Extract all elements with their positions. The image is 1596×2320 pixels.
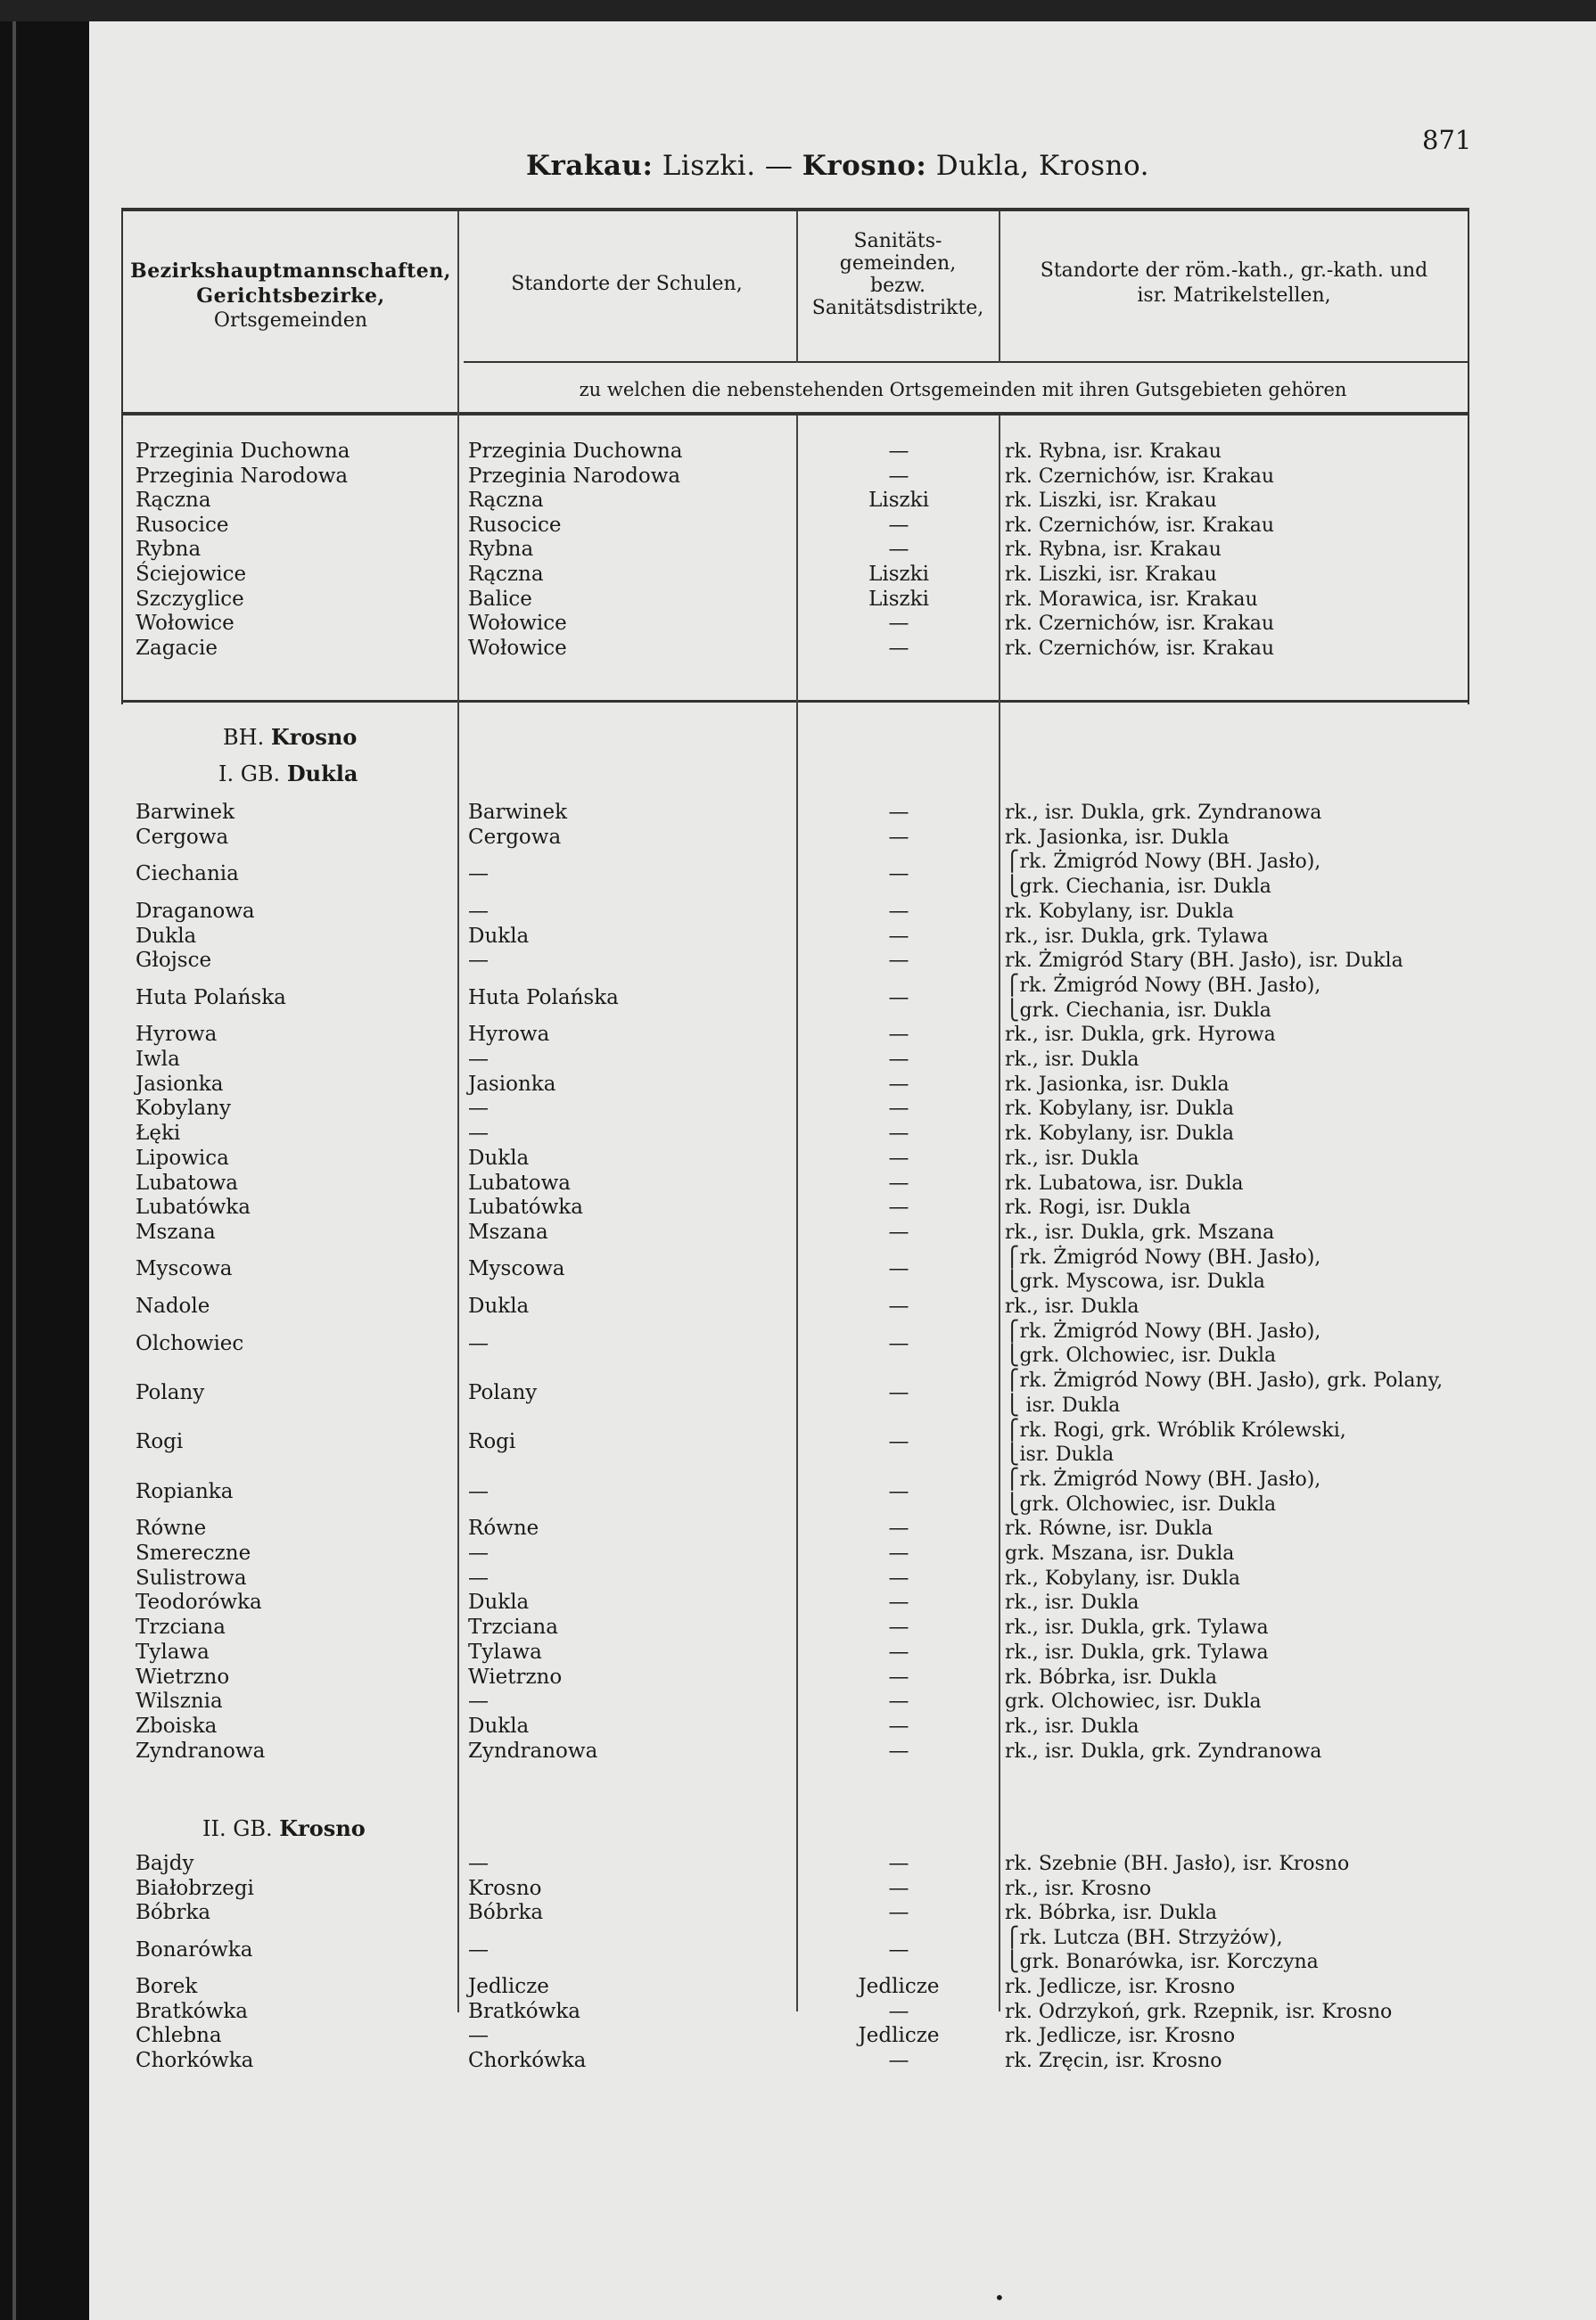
- sanitaetsgemeinde-cell: —: [888, 513, 909, 537]
- sanitaetsgemeinde-cell: —: [888, 1122, 909, 1146]
- ortsgemeinde-cell: Dukla: [136, 924, 197, 948]
- section-gb-krosno-prefix: II. GB.: [202, 1816, 273, 1841]
- schulstandort-cell: —: [468, 949, 489, 973]
- schulstandort-cell: —: [468, 899, 489, 923]
- ortsgemeinde-cell: Borek: [136, 1975, 198, 1998]
- sanitaetsgemeinde-cell: —: [888, 1999, 909, 2023]
- sanitaetsgemeinde-cell: —: [888, 985, 909, 1009]
- matrikelstelle-cell: rk., isr. Dukla: [1005, 1296, 1139, 1318]
- schulstandort-cell: —: [468, 1122, 489, 1146]
- matrikelstelle-cell: rk. Kobylany, isr. Dukla: [1005, 1123, 1234, 1146]
- ortsgemeinde-cell: Teodorówka: [136, 1591, 262, 1615]
- sanitaetsgemeinde-cell: —: [888, 1048, 909, 1071]
- schulstandort-cell: Zyndranowa: [468, 1739, 598, 1763]
- header-mid-rule: [464, 361, 1469, 363]
- header-col1-line1: Bezirkshauptmannschaften,: [130, 259, 451, 283]
- matrikelstelle-cell: rk. Jedlicze, isr. Krosno: [1005, 1976, 1236, 1998]
- schulstandort-cell: Balice: [468, 587, 532, 611]
- sanitaetsgemeinde-cell: —: [888, 1901, 909, 1925]
- matrikelstelle-cell: ⎩grk. Olchowiec, isr. Dukla: [1005, 1493, 1277, 1516]
- sanitaetsgemeinde-cell: —: [888, 1220, 909, 1244]
- matrikelstelle-cell: rk. Rybna, isr. Krakau: [1005, 539, 1222, 562]
- schulstandort-cell: Wołowice: [468, 612, 567, 636]
- ortsgemeinde-cell: Równe: [136, 1517, 207, 1541]
- matrikelstelle-cell: rk. Bóbrka, isr. Dukla: [1005, 1666, 1217, 1689]
- matrikelstelle-cell: rk. Równe, isr. Dukla: [1005, 1518, 1213, 1541]
- matrikelstelle-cell: rk. Kobylany, isr. Dukla: [1005, 1098, 1234, 1121]
- schulstandort-cell: —: [468, 1097, 489, 1121]
- matrikelstelle-cell: rk., isr. Dukla, grk. Mszana: [1005, 1221, 1275, 1244]
- matrikelstelle-cell: rk. Żmigród Stary (BH. Jasło), isr. Dukla: [1005, 950, 1403, 973]
- ortsgemeinde-cell: Olchowiec: [136, 1331, 244, 1355]
- ortsgemeinde-cell: Wołowice: [136, 612, 234, 636]
- sanitaetsgemeinde-cell: —: [888, 949, 909, 973]
- sanitaetsgemeinde-cell: —: [888, 1097, 909, 1121]
- header-col3-line1: Sanitäts-: [853, 230, 942, 252]
- scan-binding-line: [12, 0, 16, 2320]
- matrikelstelle-cell: rk., isr. Dukla, grk. Zyndranowa: [1005, 1740, 1322, 1763]
- schulstandort-cell: —: [468, 1690, 489, 1714]
- schulstandort-cell: Trzciana: [468, 1616, 558, 1640]
- ortsgemeinde-cell: Hyrowa: [136, 1023, 218, 1047]
- schulstandort-cell: Rączna: [468, 563, 544, 586]
- ortsgemeinde-cell: Lubatówka: [136, 1196, 251, 1220]
- sanitaetsgemeinde-cell: —: [888, 1331, 909, 1355]
- matrikelstelle-cell: rk. Rogi, isr. Dukla: [1005, 1197, 1191, 1220]
- matrikelstelle-cell: rk. Rybna, isr. Krakau: [1005, 440, 1222, 463]
- ortsgemeinde-cell: Głojsce: [136, 949, 212, 973]
- ortsgemeinde-cell: Przeginia Duchowna: [136, 440, 350, 463]
- scan-top-edge: [0, 0, 1596, 21]
- matrikelstelle-cell: rk., isr. Dukla, grk. Zyndranowa: [1005, 802, 1322, 824]
- matrikelstelle-cell: rk. Morawica, isr. Krakau: [1005, 588, 1258, 611]
- sanitaetsgemeinde-cell: —: [888, 1690, 909, 1714]
- header-col3-line2: gemeinden,: [839, 252, 957, 275]
- schulstandort-cell: Myscowa: [468, 1257, 565, 1281]
- matrikelstelle-cell: ⎧rk. Żmigród Nowy (BH. Jasło),: [1005, 1246, 1321, 1269]
- ortsgemeinde-cell: Bonarówka: [136, 1937, 253, 1962]
- sanitaetsgemeinde-cell: —: [888, 825, 909, 849]
- sanitaetsgemeinde-cell: Liszki: [868, 563, 929, 586]
- matrikelstelle-cell: rk. Jasionka, isr. Dukla: [1005, 1073, 1230, 1096]
- header-col3-line3: bezw.: [870, 275, 926, 297]
- ortsgemeinde-cell: Wilsznia: [136, 1690, 223, 1714]
- ortsgemeinde-cell: Draganowa: [136, 899, 255, 923]
- matrikelstelle-cell: rk. Liszki, isr. Krakau: [1005, 490, 1217, 513]
- header-bottom-rule: [121, 412, 1469, 415]
- sanitaetsgemeinde-cell: —: [888, 924, 909, 948]
- matrikelstelle-cell: rk. Bóbrka, isr. Dukla: [1005, 1902, 1217, 1925]
- schulstandort-cell: Wietrzno: [468, 1665, 563, 1689]
- matrikelstelle-cell: rk. Czernichów, isr. Krakau: [1005, 465, 1275, 488]
- schulstandort-cell: Rogi: [468, 1430, 516, 1454]
- running-head-krosno: Krosno:: [802, 150, 927, 182]
- schulstandort-cell: Dukla: [468, 1295, 530, 1318]
- ortsgemeinde-cell: Rusocice: [136, 513, 229, 537]
- matrikelstelle-cell: rk. Kobylany, isr. Dukla: [1005, 900, 1234, 923]
- sanitaetsgemeinde-cell: —: [888, 464, 909, 488]
- matrikelstelle-cell: ⎩grk. Myscowa, isr. Dukla: [1005, 1271, 1265, 1294]
- matrikelstelle-cell: ⎧rk. Rogi, grk. Wróblik Królewski,: [1005, 1419, 1346, 1442]
- sanitaetsgemeinde-cell: —: [888, 1640, 909, 1664]
- sanitaetsgemeinde-cell: —: [888, 1023, 909, 1047]
- sanitaetsgemeinde-cell: —: [888, 1380, 909, 1404]
- matrikelstelle-cell: rk. Odrzykoń, grk. Rzepnik, isr. Krosno: [1005, 2000, 1393, 2023]
- ortsgemeinde-cell: Chorkówka: [136, 2048, 254, 2072]
- header-span-note: zu welchen die nebenstehenden Ortsgemeinden mit ihren Gutsgebieten gehören: [579, 379, 1347, 400]
- matrikelstelle-cell: ⎧rk. Lutcza (BH. Strzyżów),: [1005, 1926, 1283, 1949]
- schulstandort-cell: Przeginia Duchowna: [468, 440, 683, 463]
- matrikelstelle-cell: rk. Zręcin, isr. Krosno: [1005, 2049, 1222, 2072]
- matrikelstelle-cell: rk. Liszki, isr. Krakau: [1005, 564, 1217, 586]
- matrikelstelle-cell: ⎩grk. Ciechania, isr. Dukla: [1005, 999, 1271, 1022]
- running-head-rest: Dukla, Krosno.: [935, 150, 1149, 182]
- header-col1-line2: Gerichtsbezirke,: [196, 284, 385, 308]
- header-col3-line4: Sanitätsdistrikte,: [811, 297, 984, 319]
- header-col4-line1: Standorte der röm.-kath., gr.-kath. und: [1040, 259, 1428, 282]
- ortsgemeinde-cell: Huta Polańska: [136, 985, 286, 1009]
- schulstandort-cell: —: [468, 1542, 489, 1565]
- header-col-schulen: Standorte der Schulen,: [511, 273, 743, 295]
- header-col-matrikel: [1000, 259, 1468, 309]
- ortsgemeinde-cell: Ściejowice: [136, 563, 247, 586]
- ortsgemeinde-cell: Trzciana: [136, 1616, 226, 1640]
- header-col4-line2: isr. Matrikelstellen,: [1137, 284, 1331, 307]
- schulstandort-cell: Lubatowa: [468, 1171, 572, 1195]
- section-gb-dukla-name: Dukla: [286, 761, 358, 786]
- matrikelstelle-cell: ⎧rk. Żmigród Nowy (BH. Jasło), grk. Polany,: [1005, 1370, 1444, 1393]
- schulstandort-cell: Dukla: [468, 1714, 530, 1738]
- matrikelstelle-cell: rk., isr. Dukla, grk. Tylawa: [1005, 925, 1269, 948]
- schulstandort-cell: —: [468, 1566, 489, 1590]
- sanitaetsgemeinde-cell: —: [888, 1517, 909, 1541]
- schulstandort-cell: Wołowice: [468, 636, 567, 660]
- ortsgemeinde-cell: Kobylany: [136, 1097, 232, 1121]
- ortsgemeinde-cell: Barwinek: [136, 801, 235, 824]
- matrikelstelle-cell: ⎩isr. Dukla: [1005, 1444, 1115, 1467]
- schulstandort-cell: Bóbrka: [468, 1901, 544, 1925]
- schulstandort-cell: Barwinek: [468, 801, 568, 824]
- matrikelstelle-cell: grk. Mszana, isr. Dukla: [1005, 1543, 1235, 1565]
- ortsgemeinde-cell: Przeginia Narodowa: [136, 464, 349, 488]
- schulstandort-cell: Krosno: [468, 1876, 542, 1900]
- sanitaetsgemeinde-cell: —: [888, 1937, 909, 1962]
- schulstandort-cell: Rączna: [468, 489, 544, 513]
- matrikelstelle-cell: rk., isr. Dukla, grk. Hyrowa: [1005, 1024, 1276, 1047]
- ortsgemeinde-cell: Iwla: [136, 1048, 180, 1071]
- sanitaetsgemeinde-cell: —: [888, 801, 909, 824]
- header-col1-line3: Ortsgemeinden: [213, 309, 368, 332]
- sanitaetsgemeinde-cell: Liszki: [868, 489, 929, 513]
- ink-dot: •: [994, 2287, 1005, 2308]
- schulstandort-cell: Mszana: [468, 1220, 548, 1244]
- matrikelstelle-cell: rk., isr. Dukla, grk. Tylawa: [1005, 1641, 1269, 1664]
- schulstandort-cell: Dukla: [468, 1146, 530, 1170]
- ortsgemeinde-cell: Jasionka: [136, 1072, 224, 1096]
- schulstandort-cell: —: [468, 2024, 489, 2048]
- ortsgemeinde-cell: Lubatowa: [136, 1171, 239, 1195]
- ortsgemeinde-cell: Tylawa: [136, 1640, 210, 1664]
- schulstandort-cell: —: [468, 1048, 489, 1071]
- sanitaetsgemeinde-cell: Liszki: [868, 587, 929, 611]
- schulstandort-cell: Równe: [468, 1517, 539, 1541]
- ortsgemeinde-cell: Lipowica: [136, 1146, 229, 1170]
- ortsgemeinde-cell: Rybna: [136, 538, 202, 562]
- schulstandort-cell: Rybna: [468, 538, 534, 562]
- sanitaetsgemeinde-cell: —: [888, 1714, 909, 1738]
- matrikelstelle-cell: rk. Jasionka, isr. Dukla: [1005, 826, 1230, 849]
- sanitaetsgemeinde-cell: —: [888, 1430, 909, 1454]
- matrikelstelle-cell: rk. Szebnie (BH. Jasło), isr. Krosno: [1005, 1853, 1350, 1875]
- sanitaetsgemeinde-cell: —: [888, 1616, 909, 1640]
- sanitaetsgemeinde-cell: —: [888, 1542, 909, 1565]
- section-gb-krosno: [202, 1815, 366, 1841]
- ortsgemeinde-cell: Łęki: [136, 1122, 181, 1146]
- sanitaetsgemeinde-cell: —: [888, 1566, 909, 1590]
- table-top-rule: [121, 208, 1469, 211]
- sanitaetsgemeinde-cell: —: [888, 862, 909, 886]
- section-bh-krosno: [223, 724, 357, 750]
- ortsgemeinde-cell: Smereczne: [136, 1542, 251, 1565]
- matrikelstelle-cell: rk., isr. Dukla: [1005, 1049, 1139, 1071]
- schulstandort-cell: Cergowa: [468, 825, 562, 849]
- running-head: [526, 150, 1149, 182]
- sanitaetsgemeinde-cell: —: [888, 1852, 909, 1875]
- matrikelstelle-cell: ⎧rk. Żmigród Nowy (BH. Jasło),: [1005, 851, 1321, 874]
- matrikelstelle-cell: rk., isr. Dukla: [1005, 1147, 1139, 1170]
- sanitaetsgemeinde-cell: —: [888, 899, 909, 923]
- matrikelstelle-cell: rk. Czernichów, isr. Krakau: [1005, 637, 1275, 660]
- matrikelstelle-cell: rk. Jedlicze, isr. Krosno: [1005, 2025, 1236, 2048]
- schulstandort-cell: Hyrowa: [468, 1023, 550, 1047]
- sanitaetsgemeinde-cell: —: [888, 1479, 909, 1503]
- ortsgemeinde-cell: Nadole: [136, 1295, 210, 1318]
- matrikelstelle-cell: grk. Olchowiec, isr. Dukla: [1005, 1691, 1262, 1714]
- matrikelstelle-cell: rk. Lubatowa, isr. Dukla: [1005, 1172, 1244, 1195]
- ortsgemeinde-cell: Zyndranowa: [136, 1739, 266, 1763]
- ortsgemeinde-cell: Cergowa: [136, 825, 229, 849]
- schulstandort-cell: Chorkówka: [468, 2048, 587, 2072]
- ortsgemeinde-cell: Wietrzno: [136, 1665, 230, 1689]
- ortsgemeinde-cell: Ciechania: [136, 862, 239, 886]
- ortsgemeinde-cell: Myscowa: [136, 1257, 233, 1281]
- matrikelstelle-cell: ⎩ isr. Dukla: [1005, 1394, 1121, 1417]
- sanitaetsgemeinde-cell: —: [888, 1876, 909, 1900]
- running-head-krakau: Krakau:: [526, 150, 654, 182]
- ortsgemeinde-cell: Mszana: [136, 1220, 216, 1244]
- schulstandort-cell: Rusocice: [468, 513, 562, 537]
- matrikelstelle-cell: ⎩grk. Bonarówka, isr. Korczyna: [1005, 1951, 1319, 1974]
- schulstandort-cell: Jasionka: [468, 1072, 556, 1096]
- ortsgemeinde-cell: Bratkówka: [136, 1999, 248, 2023]
- section-gb-krosno-name: Krosno: [279, 1815, 366, 1841]
- header-col-bezirk: [125, 259, 457, 333]
- matrikelstelle-cell: ⎧rk. Żmigród Nowy (BH. Jasło),: [1005, 1468, 1321, 1491]
- sanitaetsgemeinde-cell: —: [888, 1665, 909, 1689]
- schulstandort-cell: —: [468, 1331, 489, 1355]
- sanitaetsgemeinde-cell: —: [888, 440, 909, 463]
- ortsgemeinde-cell: Bóbrka: [136, 1901, 211, 1925]
- ortsgemeinde-cell: Białobrzegi: [136, 1876, 254, 1900]
- matrikelstelle-cell: rk., isr. Dukla: [1005, 1592, 1139, 1615]
- schulstandort-cell: —: [468, 1937, 489, 1962]
- schulstandort-cell: Jedlicze: [468, 1975, 549, 1998]
- section-gb-dukla: [218, 761, 358, 786]
- sanitaetsgemeinde-cell: —: [888, 636, 909, 660]
- matrikelstelle-cell: rk., isr. Dukla, grk. Tylawa: [1005, 1617, 1269, 1640]
- sanitaetsgemeinde-cell: —: [888, 1295, 909, 1318]
- schulstandort-cell: Polany: [468, 1380, 538, 1404]
- schulstandort-cell: Lubatówka: [468, 1196, 583, 1220]
- matrikelstelle-cell: rk. Czernichów, isr. Krakau: [1005, 514, 1275, 537]
- sanitaetsgemeinde-cell: —: [888, 1196, 909, 1220]
- sanitaetsgemeinde-cell: Jedlicze: [858, 2024, 940, 2048]
- ortsgemeinde-cell: Szczyglice: [136, 587, 244, 611]
- section-bh-name: Krosno: [270, 724, 358, 750]
- ortsgemeinde-cell: Ropianka: [136, 1479, 234, 1503]
- matrikelstelle-cell: ⎩grk. Ciechania, isr. Dukla: [1005, 876, 1271, 899]
- sanitaetsgemeinde-cell: —: [888, 2048, 909, 2072]
- ortsgemeinde-cell: Rogi: [136, 1430, 184, 1454]
- page-number: 871: [1422, 125, 1472, 155]
- matrikelstelle-cell: ⎧rk. Żmigród Nowy (BH. Jasło),: [1005, 1320, 1321, 1343]
- col-rule-1: [457, 211, 459, 2012]
- sanitaetsgemeinde-cell: —: [888, 612, 909, 636]
- schulstandort-cell: Przeginia Narodowa: [468, 464, 681, 488]
- ortsgemeinde-cell: Rączna: [136, 489, 211, 513]
- schulstandort-cell: —: [468, 1852, 489, 1875]
- ortsgemeinde-cell: Polany: [136, 1380, 205, 1404]
- ortsgemeinde-cell: Bajdy: [136, 1852, 194, 1875]
- sanitaetsgemeinde-cell: —: [888, 1171, 909, 1195]
- ortsgemeinde-cell: Zboiska: [136, 1714, 218, 1738]
- sanitaetsgemeinde-cell: Jedlicze: [858, 1975, 940, 1998]
- sanitaetsgemeinde-cell: —: [888, 1739, 909, 1763]
- ortsgemeinde-cell: Chlebna: [136, 2024, 222, 2048]
- sanitaetsgemeinde-cell: —: [888, 1146, 909, 1170]
- sanitaetsgemeinde-cell: —: [888, 538, 909, 562]
- matrikelstelle-cell: ⎧rk. Żmigród Nowy (BH. Jasło),: [1005, 974, 1321, 997]
- schulstandort-cell: Dukla: [468, 924, 530, 948]
- liszki-bottom-rule: [121, 700, 1469, 703]
- schulstandort-cell: Dukla: [468, 1591, 530, 1615]
- matrikelstelle-cell: rk., Kobylany, isr. Dukla: [1005, 1567, 1240, 1590]
- matrikelstelle-cell: rk., isr. Dukla: [1005, 1715, 1139, 1738]
- ortsgemeinde-cell: Sulistrowa: [136, 1566, 247, 1590]
- section-gb-dukla-prefix: I. GB.: [218, 761, 281, 786]
- schulstandort-cell: Tylawa: [468, 1640, 542, 1664]
- header-col-sanitaet: [798, 230, 998, 319]
- section-bh-prefix: BH.: [223, 725, 265, 750]
- sanitaetsgemeinde-cell: —: [888, 1072, 909, 1096]
- matrikelstelle-cell: rk. Czernichów, isr. Krakau: [1005, 613, 1275, 636]
- matrikelstelle-cell: ⎩grk. Olchowiec, isr. Dukla: [1005, 1345, 1277, 1368]
- sanitaetsgemeinde-cell: —: [888, 1591, 909, 1615]
- schulstandort-cell: —: [468, 1479, 489, 1503]
- schulstandort-cell: Bratkówka: [468, 1999, 580, 2023]
- schulstandort-cell: —: [468, 862, 489, 886]
- matrikelstelle-cell: rk., isr. Krosno: [1005, 1877, 1152, 1900]
- schulstandort-cell: Huta Polańska: [468, 985, 619, 1009]
- ortsgemeinde-cell: Zagacie: [136, 636, 218, 660]
- sanitaetsgemeinde-cell: —: [888, 1257, 909, 1281]
- running-head-liszki: Liszki. —: [662, 150, 794, 182]
